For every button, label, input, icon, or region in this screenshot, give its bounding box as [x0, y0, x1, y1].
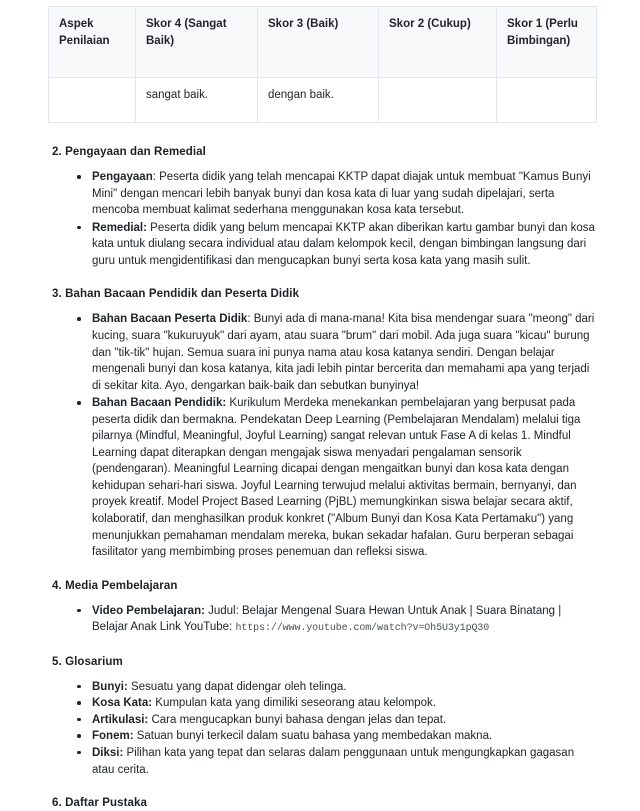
- list-item-text: Peserta didik yang belum mencapai KKTP akan diberikan kartu gambar bunyi dan kosa kata untuk diulang secara individual atau dalam kelompok kecil, dengan bimbingan langsung dari guru untuk mengidentifikasi dan mengucapkan bunyi serta kosa kata yang masih sulit.: [92, 221, 595, 267]
- section-heading-daftar-pustaka: 6. Daftar Pustaka: [52, 797, 148, 810]
- cell-skor-1: [497, 78, 597, 123]
- list-item-lead: Artikulasi:: [92, 713, 149, 726]
- document-content: [0, 144, 640, 811]
- list-item-text: Sesuatu yang dapat didengar oleh telinga.: [130, 680, 347, 693]
- list-item-lead: Diksi:: [92, 746, 124, 759]
- list-item-separator: :: [152, 171, 160, 184]
- section-heading-media-pembelajaran: 4. Media Pembelajaran: [52, 579, 178, 592]
- list-pengayaan-remedial: [52, 169, 595, 269]
- column-header-skor-3: Skor 3 (Baik): [258, 7, 379, 78]
- list-item: [73, 603, 595, 637]
- list-item-lead: Kosa Kata:: [92, 697, 153, 710]
- column-header-aspek: Aspek Penilaian: [49, 7, 136, 78]
- list-item: [73, 745, 595, 778]
- cell-skor-3: dengan baik.: [258, 78, 379, 123]
- column-header-skor-1: Skor 1 (Perlu Bimbingan): [497, 7, 597, 78]
- list-item-text: Kumpulan kata yang dimiliki seseorang atau kelompok.: [155, 697, 436, 710]
- list-item: [73, 395, 595, 560]
- section-heading-pengayaan-remedial: 2. Pengayaan dan Remedial: [52, 146, 206, 158]
- table-row: [49, 78, 597, 123]
- list-bahan-bacaan: [52, 311, 595, 560]
- list-item: [73, 679, 595, 696]
- list-media-pembelajaran: [52, 603, 595, 637]
- rubric-table: [48, 6, 597, 123]
- column-header-skor-4: Skor 4 (Sangat Baik): [136, 7, 258, 78]
- list-item-lead: Bunyi:: [92, 680, 128, 693]
- youtube-link[interactable]: https://www.youtube.com/watch?v=Oh5U3y1pQ30: [235, 623, 490, 635]
- list-item-text: Peserta didik yang telah mencapai KKTP dapat diajak untuk membuat "Kamus Bunyi Mini" dengan mencari lebih banyak bunyi dan kosa kata di luar yang sudah dipelajari, serta mencoba membuat kalimat sederhana menggunakan kosa kata tersebut.: [92, 171, 591, 217]
- table-header-row: [49, 7, 597, 78]
- cell-skor-4: sangat baik.: [136, 78, 258, 123]
- list-item: [73, 220, 595, 270]
- list-item-lead: Video Pembelajaran:: [92, 604, 205, 617]
- list-item-text: Kurikulum Merdeka menekankan pembelajaran yang berpusat pada peserta didik dan bermakna. Pendekatan Deep Learning (Pembelajaran Mendalam) melalui tiga pilarnya (Mindful, Meaningful, Joyful Learning) sangat relevan untuk Fase A di kelas 1. Mindful Learning dapat diterapkan dengan mengajak siswa menyadari pengalaman sensorik (pendengaran). Meaningful Learning dicapai dengan mengaitkan bunyi dan kosa kata dengan kehidupan sehari-hari siswa. Joyful Learning terwujud melalui aktivitas bermain, bernyanyi, dan proyek kreatif. Model Project Based Learning (PjBL) memungkinkan siswa belajar secara aktif, kolaboratif, dan menghasilkan produk konkret ("Album Bunyi dan Kosa Kata Pertamaku") yang menunjukkan pemahaman mendalam mereka, bukan sekadar hafalan. Guru berperan sebagai fasilitator yang membimbing proses penemuan dan refleksi siswa.: [92, 397, 581, 559]
- list-item-lead: Bahan Bacaan Peserta Didik: [92, 313, 248, 326]
- list-item-text: Satuan bunyi terkecil dalam suatu bahasa yang membedakan makna.: [136, 730, 493, 743]
- list-item: [73, 311, 595, 394]
- list-item-lead: Fonem:: [92, 730, 134, 743]
- list-item-lead: Pengayaan: [92, 171, 153, 184]
- section-heading-bahan-bacaan: 3. Bahan Bacaan Pendidik dan Peserta Didik: [52, 288, 300, 301]
- list-item-text: Bunyi ada di mana-mana! Kita bisa mendengar suara "meong" dari kucing, suara "kukuruyuk" dari ayam, atau suara "brum" dari mobil. Ada juga suara "kicau" burung dan "tik-tik" hujan. Semua suara ini punya nama atau kosa katanya sendiri. Dengan belajar mengenali bunyi dan kosa katanya, kita jadi lebih pintar bercerita dan memahami apa yang terjadi di sekitar kita. Ayo, dengarkan baik-baik dan sebutkan bunyinya!: [92, 313, 595, 392]
- list-item-text: Judul: Belajar Mengenal Suara Hewan Untuk Anak | Suara Binatang | Belajar Anak Link YouTube:: [92, 604, 562, 634]
- list-item: [73, 728, 595, 745]
- list-item-text: Pilihan kata yang tepat dan selaras dalam penggunaan untuk mengungkapkan gagasan atau cerita.: [92, 746, 575, 776]
- column-header-skor-2: Skor 2 (Cukup): [379, 7, 497, 78]
- cell-aspek: [49, 78, 136, 123]
- list-item: [73, 169, 595, 219]
- list-item-text: Cara mengucapkan bunyi bahasa dengan jelas dan tepat.: [151, 713, 447, 726]
- list-item: [73, 695, 595, 712]
- cell-skor-2: [379, 78, 497, 123]
- list-item-lead: Bahan Bacaan Pendidik:: [92, 397, 227, 410]
- rubric-table-header: [49, 7, 597, 78]
- list-item-lead: Remedial:: [92, 221, 147, 234]
- list-item: [73, 712, 595, 729]
- rubric-table-body: [49, 78, 597, 123]
- list-item-separator: :: [247, 313, 254, 326]
- section-heading-glosarium: 5. Glosarium: [52, 655, 123, 668]
- list-glosarium: [52, 679, 595, 778]
- rubric-table-container: [0, 0, 640, 123]
